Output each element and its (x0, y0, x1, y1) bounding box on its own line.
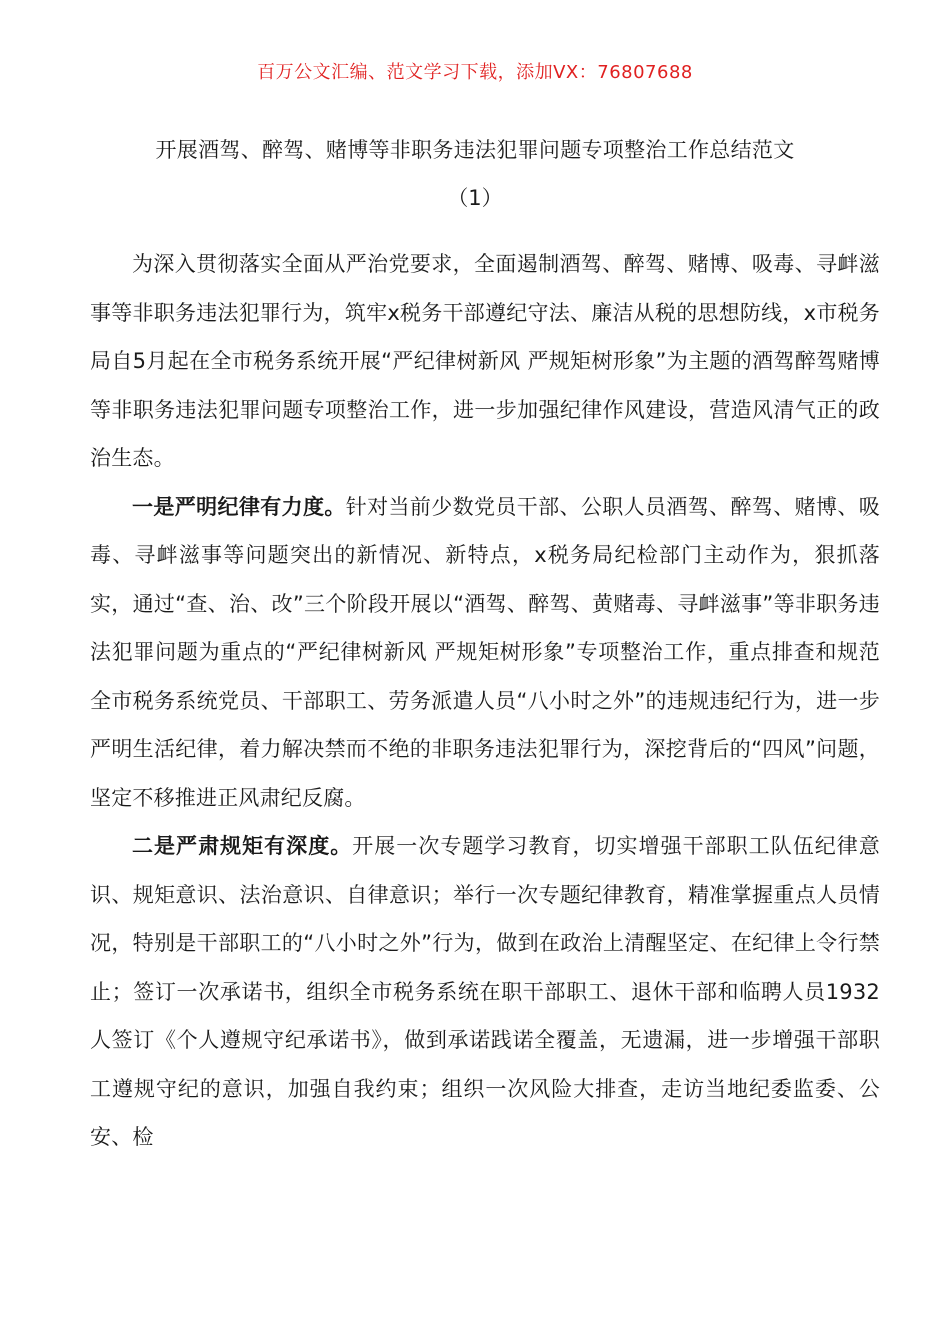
paragraph-text: 为深入贯彻落实全面从严治党要求，全面遏制酒驾、醉驾、赌博、吸毒、寻衅滋事等非职务违法犯罪行为，筑牢x税务干部遵纪守法、廉洁从税的思想防线，x市税务局自5月起在全市税务系统开展“严纪律树新风 严规矩树形象”为主题的酒驾醉驾赌博等非职务违法犯罪问题专项整治工作，进一步加强纪律作风建设，营造风清气正的政治生态。 (90, 252, 880, 470)
paragraph-intro (90, 240, 880, 483)
paragraph-text: 针对当前少数党员干部、公职人员酒驾、醉驾、赌博、吸毒、寻衅滋事等问题突出的新情况、新特点，x税务局纪检部门主动作为，狠抓落实，通过“查、治、改”三个阶段开展以“酒驾、醉驾、黄赌毒、寻衅滋事”等非职务违法犯罪问题为重点的“严纪律树新风 严规矩树形象”专项整治工作，重点排查和规范全市税务系统党员、干部职工、劳务派遣人员“八小时之外”的违规违纪行为，进一步严明生活纪律，着力解决禁而不绝的非职务违法犯罪行为，深挖背后的“四风”问题，坚定不移推进正风肃纪反腐。 (90, 494, 880, 810)
paragraph-lead: 二是严肃规矩有深度。 (132, 834, 353, 858)
document-subtitle: （1） (447, 186, 503, 210)
paragraph-discipline (90, 483, 880, 823)
paragraph-lead: 一是严明纪律有力度。 (132, 494, 346, 519)
paragraph-text: 开展一次专题学习教育，切实增强干部职工队伍纪律意识、规矩意识、法治意识、自律意识；举行一次专题纪律教育，精准掌握重点人员情况，特别是干部职工的“八小时之外”行为，做到在政治上清醒坚定、在纪律上令行禁止；签订一次承诺书，组织全市税务系统在职干部职工、退休干部和临聘人员1932人签订《个人遵规守纪承诺书》，做到承诺践诺全覆盖，无遗漏，进一步增强干部职工遵规守纪的意识，加强自我约束；组织一次风险大排查，走访当地纪委监委、公安、检 (90, 834, 880, 1149)
document-title: 开展酒驾、醉驾、赌博等非职务违法犯罪问题专项整治工作总结范文 (155, 138, 795, 162)
document-body (90, 240, 880, 1162)
paragraph-rules (90, 822, 880, 1162)
watermark-header: 百万公文汇编、范文学习下载，添加VX：76807688 (257, 62, 693, 83)
